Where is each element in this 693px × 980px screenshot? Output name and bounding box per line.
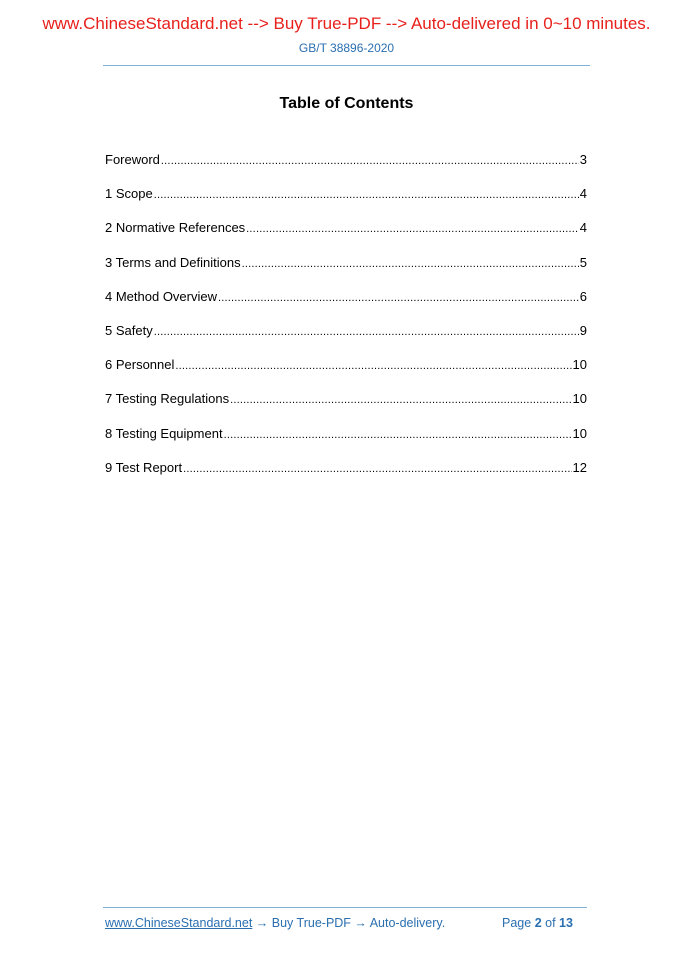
toc-entry-foreword[interactable] [105,152,587,186]
toc-entry-test-report[interactable] [105,460,587,494]
page-indicator [502,916,573,930]
promo-banner: www.ChineseStandard.net --> Buy True-PDF --> Auto-delivered in 0~10 minutes. [42,14,651,33]
dot-leader [224,429,572,441]
toc-entry-title: 5 Safety [105,322,153,338]
page-title: Table of Contents [279,95,414,112]
toc-entry-page: 5 [579,254,587,270]
toc-entry-personnel[interactable] [105,357,587,391]
current-page-number: 2 [534,916,542,930]
toc-entry-page: 9 [579,322,587,338]
toc-entry-page: 6 [579,288,587,304]
dot-leader [154,189,579,201]
dot-leader [246,223,579,235]
footer-promo [105,916,445,930]
page-of-label: of [545,916,556,930]
dot-leader [161,155,579,167]
toc-entry-scope[interactable] [105,186,587,220]
toc-entry-title: 1 Scope [105,186,153,202]
standard-code: GB/T 38896-2020 [298,41,395,55]
toc-entry-page: 10 [572,391,587,407]
toc-entry-page: 12 [572,459,587,475]
toc-entry-title: 4 Method Overview [105,288,217,304]
footer-divider [103,907,587,908]
toc-entry-safety[interactable] [105,323,587,357]
toc-entry-page: 4 [579,220,587,236]
toc-entry-page: 4 [579,186,587,202]
toc-entry-terms-and-definitions[interactable] [105,255,587,289]
footer-promo-trail: → Buy True-PDF → Auto-delivery. [252,916,446,930]
toc-entry-page: 10 [572,357,587,373]
dot-leader [230,394,571,406]
toc-entry-page: 3 [579,152,587,167]
toc-list [105,152,587,494]
toc-entry-testing-equipment[interactable] [105,426,587,460]
toc-entry-title: 2 Normative References [105,220,246,236]
toc-entry-title: 9 Test Report [105,459,183,475]
dot-leader [218,292,579,304]
footer-site-link[interactable]: www.ChineseStandard.net [105,916,253,930]
toc-entry-title: 3 Terms and Definitions [105,254,241,270]
page-label: Page [502,916,532,930]
toc-entry-normative-references[interactable] [105,220,587,254]
toc-entry-page: 10 [572,425,587,441]
total-pages-number: 13 [559,916,573,930]
header-divider [103,65,590,66]
dot-leader [242,258,579,270]
toc-entry-title: 7 Testing Regulations [105,391,230,407]
dot-leader [175,360,571,372]
toc-entry-title: 8 Testing Equipment [105,425,223,441]
toc-entry-method-overview[interactable] [105,289,587,323]
dot-leader [183,463,571,475]
dot-leader [154,326,579,338]
toc-entry-title: 6 Personnel [105,357,175,373]
toc-entry-testing-regulations[interactable] [105,391,587,425]
toc-entry-title: Foreword [105,152,160,167]
